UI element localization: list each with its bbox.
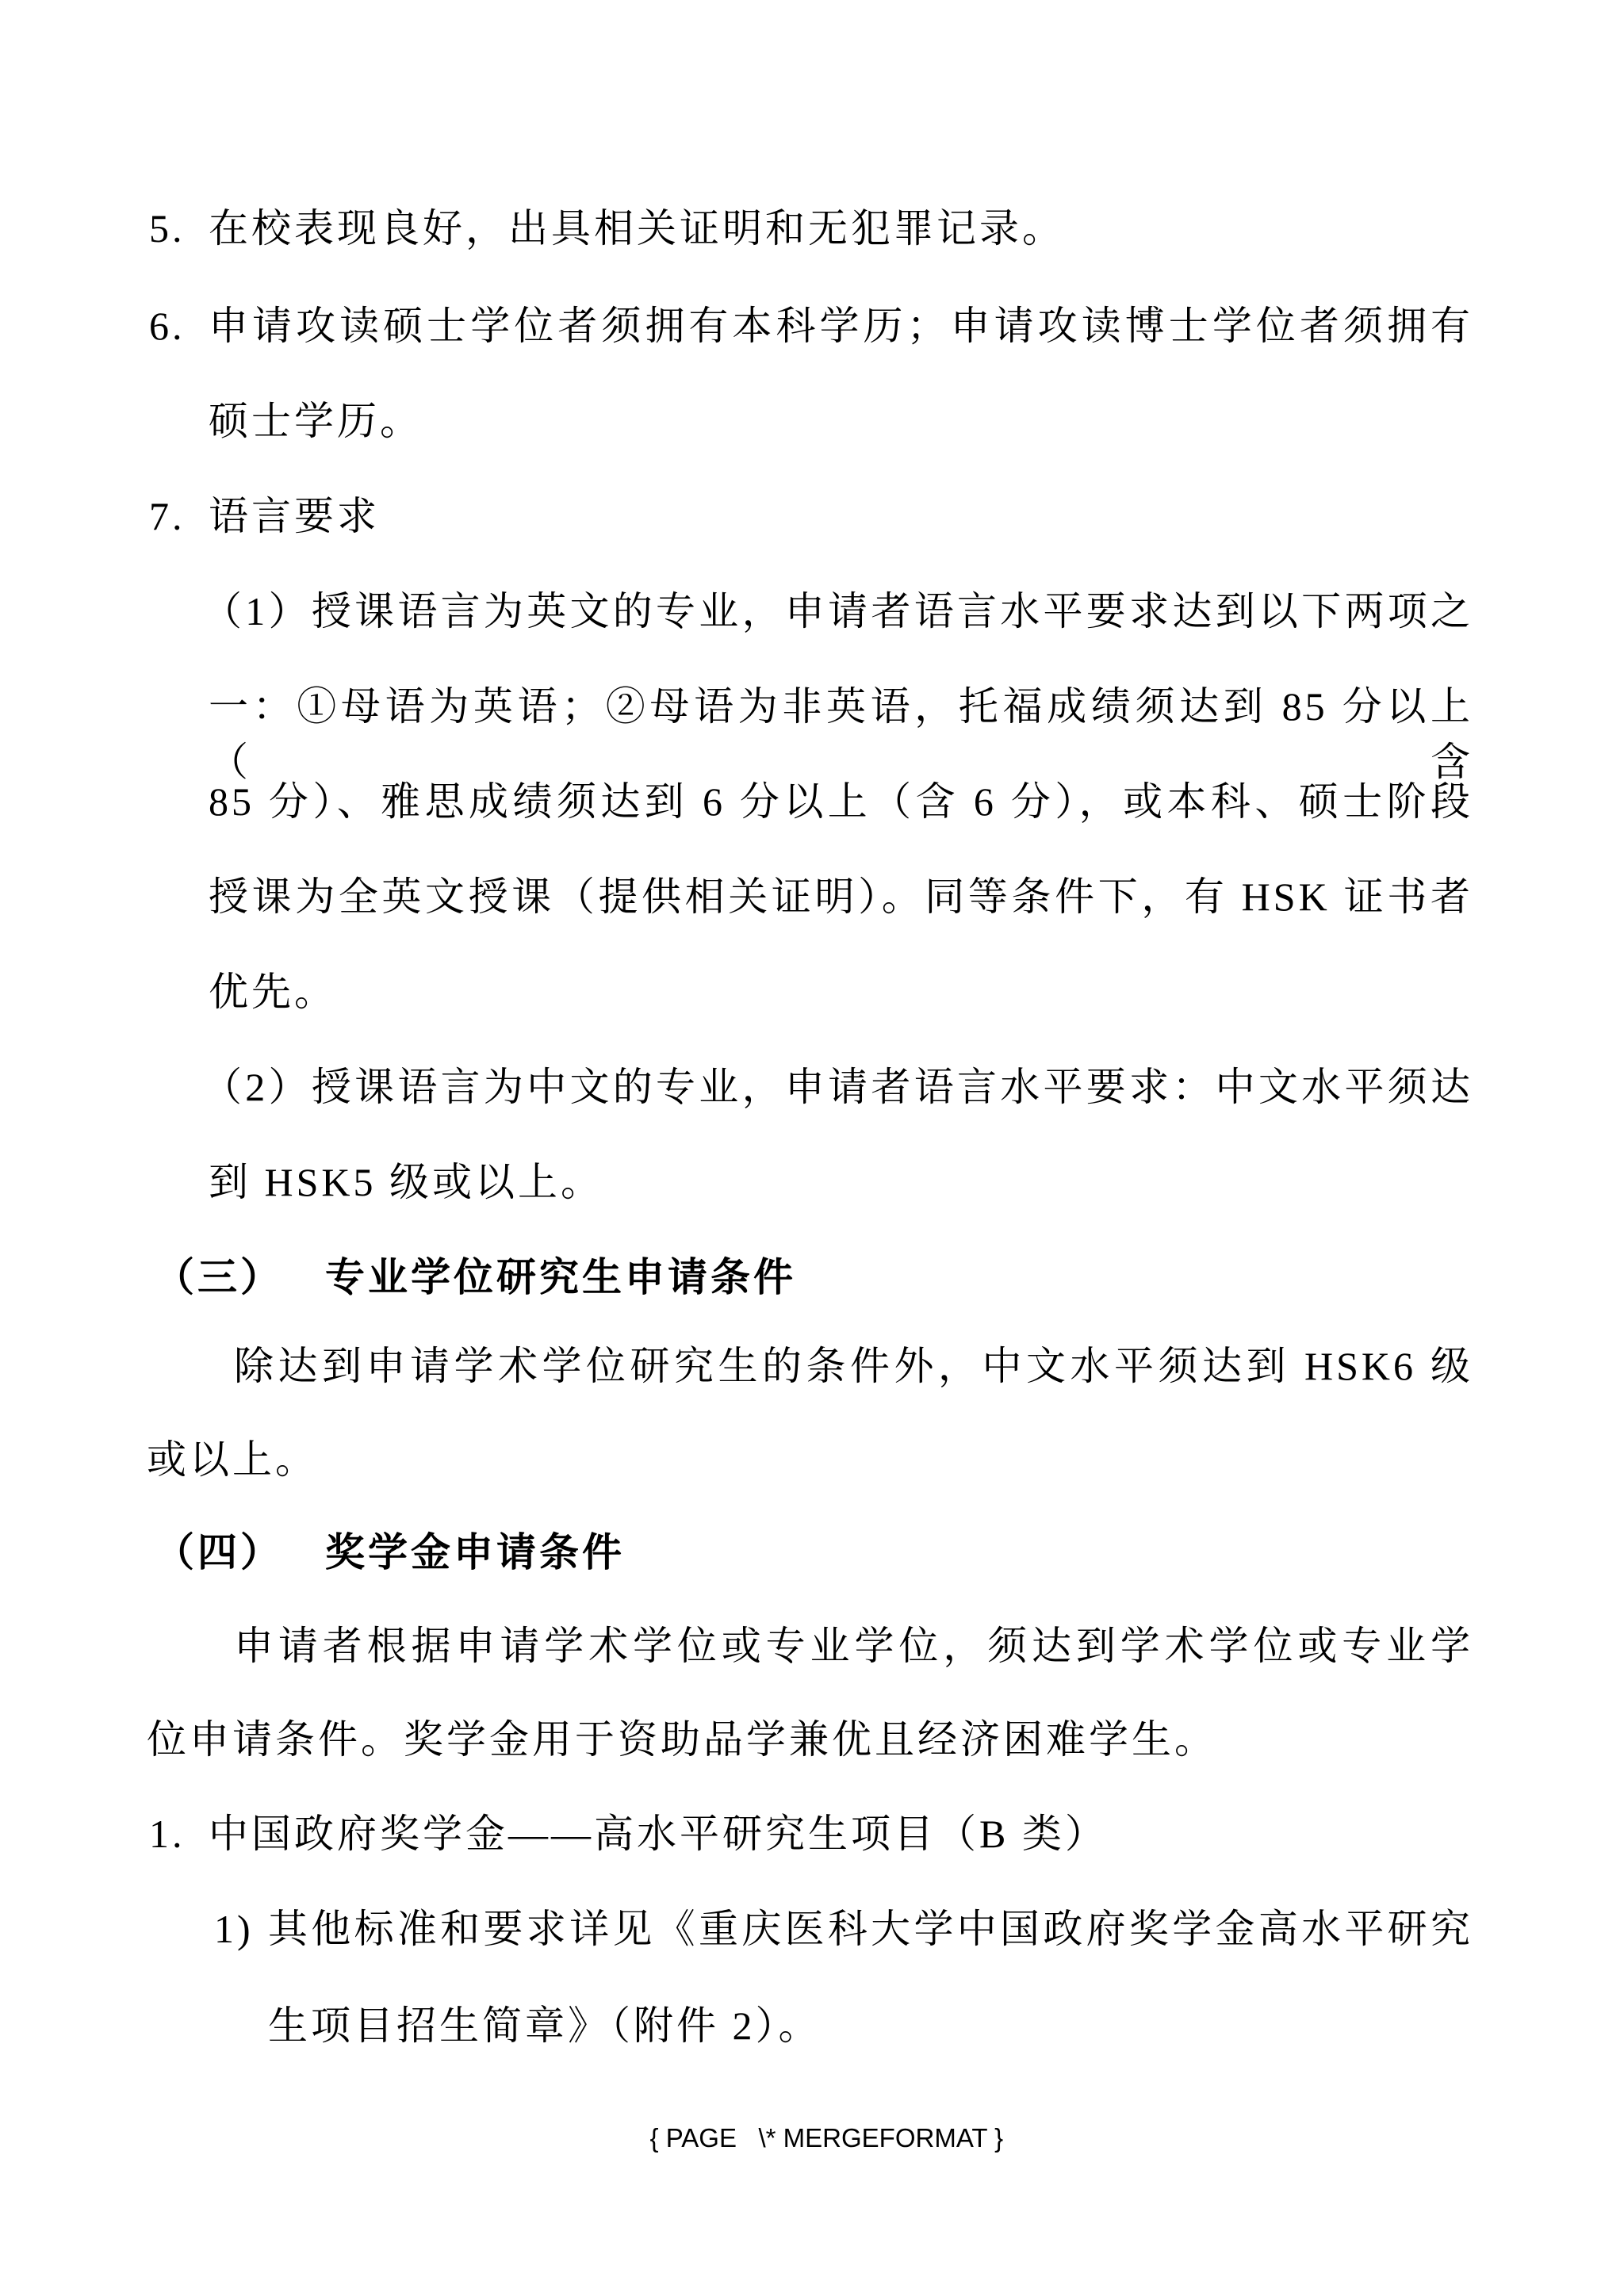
line-text: 硕士学历。 bbox=[209, 399, 423, 443]
list-number: 5. bbox=[149, 206, 186, 251]
doc-line bbox=[0, 1901, 1624, 1957]
list-number: 6. bbox=[149, 304, 186, 348]
line-text: 位申请条件。奖学金用于资助品学兼优且经济困难学生。 bbox=[147, 1717, 1217, 1762]
line-text: 语言要求 bbox=[209, 494, 380, 538]
doc-line bbox=[0, 1432, 1624, 1487]
line-text: （1）授课语言为英文的专业，申请者语言水平要求达到以下两项之 bbox=[202, 589, 1473, 633]
list-number: 1. bbox=[149, 1812, 186, 1856]
doc-line bbox=[0, 201, 1624, 256]
doc-line bbox=[0, 1059, 1624, 1115]
doc-line bbox=[0, 869, 1624, 924]
line-text: 除达到申请学术学位研究生的条件外，中文水平须达到 HSK6 级 bbox=[234, 1344, 1473, 1388]
heading-label: （三） bbox=[155, 1255, 283, 1299]
doc-line bbox=[0, 298, 1624, 354]
doc-line bbox=[0, 1712, 1624, 1767]
list-number: 1) bbox=[214, 1907, 254, 1951]
line-text: 生项目招生简章》（附件 2）。 bbox=[268, 2003, 822, 2048]
doc-line bbox=[0, 393, 1624, 449]
doc-line bbox=[0, 1525, 1624, 1580]
line-text: 85 分）、雅思成绩须达到 6 分以上（含 6 分），或本科、硕士阶段 bbox=[209, 779, 1473, 824]
doc-line bbox=[0, 774, 1624, 829]
line-text: 授课为全英文授课（提供相关证明）。同等条件下，有 HSK 证书者 bbox=[209, 874, 1473, 919]
doc-line bbox=[0, 1618, 1624, 1674]
heading-label: （四） bbox=[155, 1530, 283, 1575]
doc-line bbox=[0, 1338, 1624, 1394]
doc-line bbox=[0, 964, 1624, 1020]
line-text: 在校表现良好，出具相关证明和无犯罪记录。 bbox=[209, 206, 1065, 251]
list-number: 7. bbox=[149, 494, 186, 538]
doc-line bbox=[0, 1806, 1624, 1862]
line-text: 申请攻读硕士学位者须拥有本科学历；申请攻读博士学位者须拥有 bbox=[209, 304, 1473, 348]
heading-title: 奖学金申请条件 bbox=[325, 1530, 625, 1575]
line-text: 到 HSK5 级或以上。 bbox=[209, 1160, 604, 1204]
heading-title: 专业学位研究生申请条件 bbox=[325, 1255, 796, 1299]
doc-line bbox=[0, 679, 1624, 784]
doc-line bbox=[0, 1998, 1624, 2053]
page-number-field bbox=[0, 2093, 1624, 2183]
line-text: 优先。 bbox=[209, 970, 337, 1014]
doc-line bbox=[0, 584, 1624, 639]
doc-line bbox=[0, 1249, 1624, 1305]
doc-line bbox=[0, 1154, 1624, 1210]
page-number-field-code: { PAGE \* MERGEFORMAT } bbox=[649, 2123, 1004, 2152]
line-text: 一：①母语为英语；②母语为非英语，托福成绩须达到 85 分以上（含 bbox=[209, 684, 1473, 784]
line-text: 其他标准和要求详见《重庆医科大学中国政府奖学金高水平研究 bbox=[268, 1907, 1473, 1951]
line-text: 中国政府奖学金——高水平研究生项目（B 类） bbox=[209, 1812, 1108, 1856]
line-text: （2）授课语言为中文的专业，申请者语言水平要求：中文水平须达 bbox=[202, 1065, 1473, 1109]
doc-line bbox=[0, 488, 1624, 544]
line-text: 申请者根据申请学术学位或专业学位，须达到学术学位或专业学 bbox=[234, 1624, 1473, 1668]
line-text: 或以上。 bbox=[147, 1437, 318, 1482]
